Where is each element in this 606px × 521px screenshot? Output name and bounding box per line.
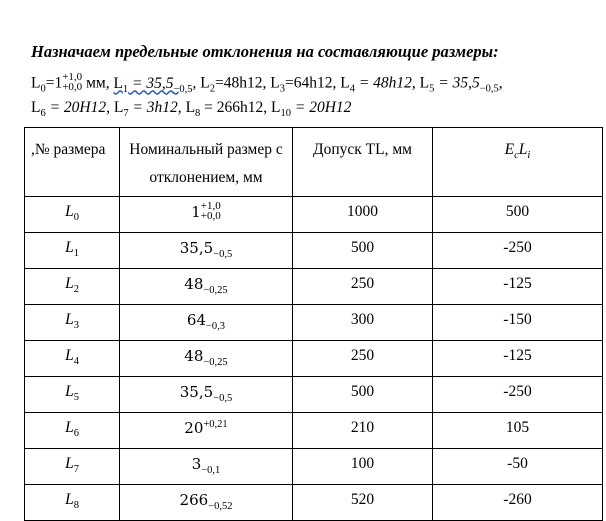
dimension-subscript: 8 [73,500,79,511]
row-nominal [120,413,293,449]
l5-deviation: −0,5 [479,83,499,95]
nominal-value: 20 [184,419,204,437]
l8-value: = 266h12, [200,99,272,116]
l6-symbol: L [31,99,41,116]
row-dimension-name [25,233,120,269]
row-nominal [120,197,293,233]
deviation-upper: +1,0 [200,200,221,213]
header-ec-l: L [518,141,528,158]
deviation-lower: −0,1 [201,465,221,476]
l0-unit: мм [82,74,106,92]
l8-symbol: L [185,99,196,116]
l2-subscript: 2 [209,83,216,95]
row-dimension-name [25,377,120,413]
nominal-value: 35,5 [179,383,214,401]
dimension-symbol: L [65,383,74,400]
row-dimension-name [25,305,120,341]
row-tolerance: 210 [293,413,433,449]
formula-line-1 [31,71,503,95]
l0-value: =1 [45,74,63,92]
dimension-subscript: 0 [73,212,79,223]
header-ec-e: E [504,141,515,158]
row-nominal [120,377,293,413]
dimension-symbol: L [65,419,74,436]
nominal-value: 1 [191,203,201,221]
row-tolerance: 100 [293,449,433,485]
l5-value: = 35,5 [434,74,480,92]
row-nominal [120,233,293,269]
l1-subscript: 1 [122,83,129,95]
l0-deviation [62,72,82,92]
table-row [25,485,603,521]
deviation-lower: −0,3 [206,321,226,332]
row-ec: -125 [433,269,603,305]
l1-value: = 35,5 [128,74,174,92]
separator: , [498,74,503,92]
l2-value: =48h12, [215,74,271,92]
row-nominal [120,485,293,521]
l1-deviation: −0,5 [173,83,193,95]
nominal-value: 64 [186,311,207,329]
header-ec [433,128,603,197]
l10-symbol: L [271,99,281,116]
deviation-lower: −0,25 [203,357,228,368]
l5-symbol: L [419,74,430,92]
nominal-value: 266 [179,491,209,509]
l6-subscript: 6 [40,108,46,119]
header-number: ,№ размера [25,128,120,197]
dimension-symbol: L [65,491,74,508]
row-ec: -125 [433,341,603,377]
table-row [25,449,603,485]
l4-subscript: 4 [349,83,355,95]
l2-symbol: L [200,74,210,92]
row-tolerance: 520 [293,485,433,521]
row-ec: -250 [433,377,603,413]
row-ec: -50 [433,449,603,485]
table-row [25,341,603,377]
row-tolerance: 250 [293,341,433,377]
deviation-lower: −0,5 [213,249,233,260]
l4-value: = 48h12, [354,74,420,92]
row-nominal [120,341,293,377]
separator: , [192,74,201,92]
row-ec: -260 [433,485,603,521]
header-ec-e-sub: c [514,150,519,161]
l3-subscript: 3 [279,83,285,95]
dimension-symbol: L [65,239,74,256]
row-dimension-name [25,269,120,305]
header-tolerance: Допуск TL, мм [293,128,433,197]
row-tolerance: 300 [293,305,433,341]
nominal-value: 3 [191,455,202,473]
dimension-subscript: 4 [73,356,79,367]
l10-subscript: 10 [280,108,291,119]
section-heading: Назначаем предельные отклонения на составляющие размеры: [31,42,499,61]
row-dimension-name [25,449,120,485]
row-dimension-name [25,197,120,233]
deviation-lower: −0,5 [213,393,233,404]
dimension-subscript: 1 [73,248,79,259]
table-row [25,377,603,413]
dimensions-table [24,127,603,521]
table-row [25,197,603,233]
header-nominal [120,128,293,197]
table-row [25,269,603,305]
l0-dev-lower: +0,0 [62,81,83,93]
l4-symbol: L [340,74,350,92]
formula-line-2 [31,99,351,119]
dimension-subscript: 6 [73,428,79,439]
row-ec: 105 [433,413,603,449]
dimension-subscript: 5 [73,392,79,403]
row-tolerance: 500 [293,233,433,269]
dimension-subscript: 2 [73,284,79,295]
table-row [25,305,603,341]
dimension-symbol: L [65,455,74,472]
l1-symbol: L [113,74,123,92]
header-ec-l-sub: i [527,150,531,161]
dimension-symbol: L [65,203,74,220]
l7-value: = 3h12, [128,99,186,116]
dimension-symbol: L [65,311,74,328]
row-tolerance: 1000 [293,197,433,233]
deviation-upper: +0,21 [203,419,228,430]
row-ec: 500 [433,197,603,233]
l10-value: = 20H12 [291,99,352,116]
dimension-symbol: L [65,347,74,364]
deviation-lower: −0,52 [208,501,233,512]
row-nominal [120,305,293,341]
l7-symbol: L [113,99,124,116]
table-header-row [25,128,603,197]
deviation-lower: +0,0 [200,210,221,223]
l3-value: =64h12, [284,74,341,92]
separator: , [105,74,114,92]
row-ec: -250 [433,233,603,269]
row-dimension-name [25,341,120,377]
row-tolerance: 250 [293,269,433,305]
header-nominal-line2: отклонением, мм [149,169,263,186]
header-nominal-line1: Номинальный размер с [129,141,283,158]
dimension-subscript: 7 [73,464,79,475]
l7-subscript: 7 [123,108,129,119]
row-tolerance: 500 [293,377,433,413]
table-row [25,233,603,269]
row-ec: -150 [433,305,603,341]
l1-expression [113,74,193,95]
table-row [25,413,603,449]
row-dimension-name [25,485,120,521]
l0-dev-upper: +1,0 [62,71,83,83]
nominal-value: 48 [184,347,204,365]
deviation-lower: −0,25 [203,285,228,296]
l0-subscript: 0 [40,83,46,95]
nominal-value: 48 [184,275,204,293]
l8-subscript: 8 [195,108,201,119]
row-dimension-name [25,413,120,449]
l5-subscript: 5 [429,83,435,95]
row-nominal [120,449,293,485]
dimension-subscript: 3 [73,320,79,331]
l0-symbol: L [31,74,41,92]
l3-symbol: L [270,74,280,92]
row-nominal [120,269,293,305]
nominal-value: 35,5 [179,239,214,257]
l6-value: = 20H12, [45,99,114,116]
deviation-pair [201,201,221,221]
dimension-symbol: L [65,275,74,292]
